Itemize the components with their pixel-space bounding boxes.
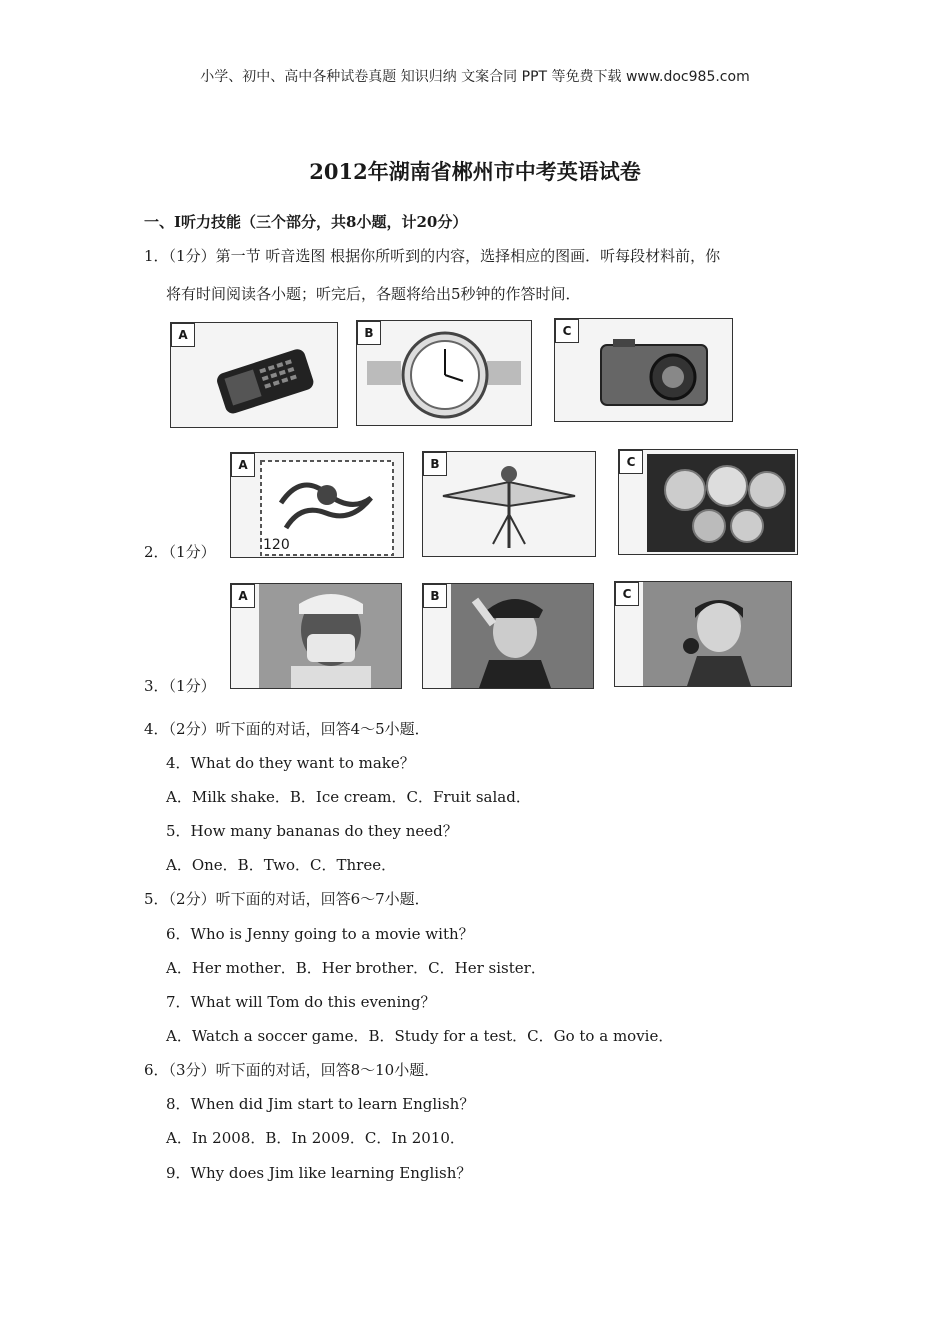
watch-icon [357,321,531,425]
question-5-sub-1: 6．Who is Jenny going to a movie with？ [166,925,474,943]
q3-label-a: A [231,584,255,608]
question-5-intro: 5．（2分）听下面的对话，回答6～7小题． [144,890,430,908]
q1-picture-c-camera[interactable] [554,318,733,422]
question-4-sub-1-options: A．Milk shake．B．Ice cream．C．Fruit salad． [166,788,531,806]
q1-label-b: B [357,321,381,345]
question-2-text: 2．（1分） [144,543,216,561]
nurse-icon [231,584,401,688]
q2-label-b: B [423,452,447,476]
question-6-sub-1: 8．When did Jim start to learn English？ [166,1095,475,1113]
police-officer-icon [423,584,593,688]
phone-icon [171,323,337,427]
question-6-sub-1-options: A．In 2008．B．In 2009．C．In 2010． [166,1129,465,1147]
q3-label-b: B [423,584,447,608]
q1-picture-a-phone[interactable] [170,322,338,428]
q2-picture-b-kite[interactable] [422,451,596,557]
q2-picture-a-stamp[interactable] [230,452,404,558]
q3-picture-a-nurse[interactable] [230,583,402,689]
question-1-line-1: 1．（1分）第一节 听音选图 根据你所听到的内容，选择相应的图画．听每段材料前，你 [144,247,721,265]
question-4-sub-1: 4．What do they want to make？ [166,754,415,772]
q1-picture-b-watch[interactable] [356,320,532,426]
question-3-text: 3．（1分） [144,677,216,695]
question-5-sub-1-options: A．Her mother．B．Her brother．C．Her sister． [166,959,546,977]
stamp-value: 120 [263,537,290,553]
page-header: 小学、初中、高中各种试卷真题 知识归纳 文案合同 PPT 等免费下载 www.doc985.com [200,69,750,85]
section-heading: 一、Ⅰ听力技能（三个部分，共8小题，计20分） [144,213,468,231]
q3-picture-b-police[interactable] [422,583,594,689]
q2-label-a: A [231,453,255,477]
kite-icon [423,452,595,556]
question-4-sub-2: 5．How many bananas do they need？ [166,822,458,840]
question-6-intro: 6．（3分）听下面的对话，回答8～10小题． [144,1061,440,1079]
q3-label-c: C [615,582,639,606]
coins-icon [619,450,797,554]
q1-label-a: A [171,323,195,347]
question-6-sub-2: 9．Why does Jim like learning English？ [166,1164,472,1182]
q2-label-c: C [619,450,643,474]
question-4-intro: 4．（2分）听下面的对话，回答4～5小题． [144,720,430,738]
page-title: 2012年湖南省郴州市中考英语试卷 [309,159,641,184]
question-4-sub-2-options: A．One．B．Two．C．Three． [166,856,397,874]
q2-picture-c-coins[interactable] [618,449,798,555]
question-5-sub-2-options: A．Watch a soccer game．B．Study for a test．C．Go to a movie． [166,1027,674,1045]
q3-picture-c-reporter[interactable] [614,581,792,687]
dragon-stamp-icon [231,453,403,557]
question-5-sub-2: 7．What will Tom do this evening？ [166,993,436,1011]
reporter-icon [615,582,791,686]
question-1-line-2: 将有时间阅读各小题；听完后，各题将给出5秒钟的作答时间． [166,285,581,303]
camera-icon [555,319,732,421]
q1-label-c: C [555,319,579,343]
